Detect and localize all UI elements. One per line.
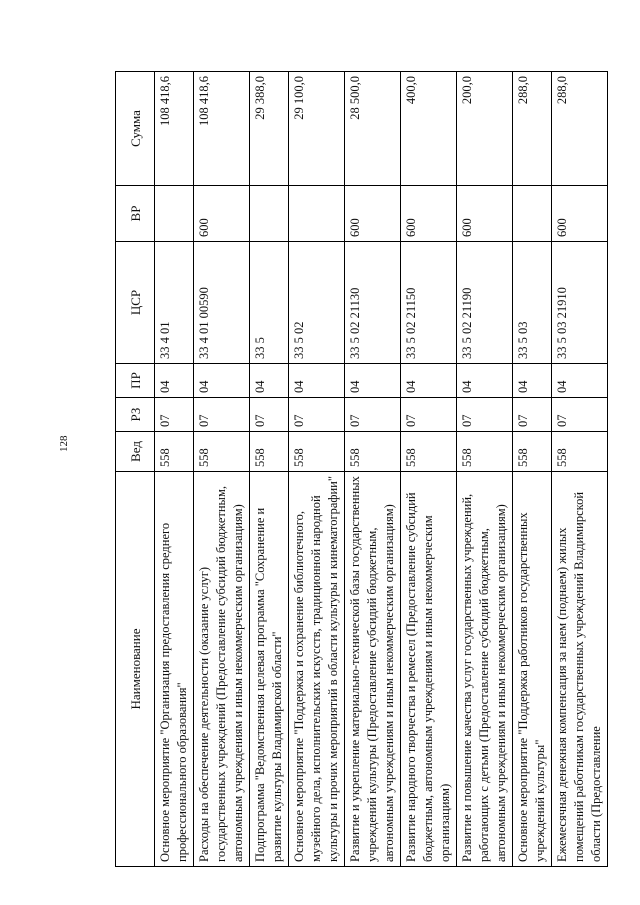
- cell-sum: 28 500,0: [345, 72, 401, 186]
- cell-csr: 33 5: [250, 242, 289, 364]
- cell-csr: 33 5 02 21130: [345, 242, 401, 364]
- cell-rz: 07: [401, 398, 457, 432]
- cell-vr: [289, 186, 345, 242]
- table-row: [289, 72, 345, 867]
- cell-pr: 04: [155, 364, 194, 398]
- page-number: 128: [58, 435, 70, 452]
- cell-pr: 04: [457, 364, 513, 398]
- cell-vr: [513, 186, 552, 242]
- cell-sum: 400,0: [401, 72, 457, 186]
- cell-sum: 108 418,6: [194, 72, 250, 186]
- cell-pr: 04: [194, 364, 250, 398]
- header-ved: Вед: [116, 432, 155, 472]
- cell-csr: 33 4 01: [155, 242, 194, 364]
- cell-name: Основное мероприятие "Поддержка и сохранение библиотечного, музейного дела, исполнительских искусств, традиционной народной культуры и прочих мероприятий в области культуры и кинематографии": [289, 472, 345, 867]
- cell-csr: 33 4 01 00590: [194, 242, 250, 364]
- cell-vr: 600: [552, 186, 608, 242]
- cell-vr: 600: [345, 186, 401, 242]
- table-row: [194, 72, 250, 867]
- cell-sum: 200,0: [457, 72, 513, 186]
- cell-vr: 600: [194, 186, 250, 242]
- cell-name: Основное мероприятие "Организация предоставления среднего профессионального образования": [155, 472, 194, 867]
- cell-pr: 04: [250, 364, 289, 398]
- header-pr: ПР: [116, 364, 155, 398]
- cell-ved: 558: [194, 432, 250, 472]
- cell-name: Ежемесячная денежная компенсация за наем (поднаем) жилых помещений работникам государственных учреждений Владимирской области (Предоставление: [552, 472, 608, 867]
- header-vr: ВР: [116, 186, 155, 242]
- table-row: [250, 72, 289, 867]
- cell-rz: 07: [513, 398, 552, 432]
- cell-csr: 33 5 03: [513, 242, 552, 364]
- cell-pr: 04: [513, 364, 552, 398]
- cell-pr: 04: [345, 364, 401, 398]
- cell-rz: 07: [289, 398, 345, 432]
- cell-ved: 558: [345, 432, 401, 472]
- cell-name: Развитие и укрепление материально-технической базы государственных учреждений культуры (Предоставление субсидий бюджетным, автономным учреждениям и иным некоммерческим организациям): [345, 472, 401, 867]
- cell-name: Расходы на обеспечение деятельности (оказание услуг) государственных учреждений (Предоставление субсидий бюджетным, автономным учреждениям и иным некоммерческим организациям): [194, 472, 250, 867]
- cell-rz: 07: [552, 398, 608, 432]
- cell-vr: 600: [401, 186, 457, 242]
- cell-ved: 558: [552, 432, 608, 472]
- header-name: Наименование: [116, 472, 155, 867]
- rotated-table-container: [115, 72, 603, 867]
- cell-rz: 07: [250, 398, 289, 432]
- cell-sum: 288,0: [552, 72, 608, 186]
- cell-ved: 558: [250, 432, 289, 472]
- cell-sum: 288,0: [513, 72, 552, 186]
- cell-csr: 33 5 02: [289, 242, 345, 364]
- table-row: [345, 72, 401, 867]
- cell-ved: 558: [289, 432, 345, 472]
- cell-name: Развитие народного творчества и ремесел (Предоставление субсидий бюджетным, автономным учреждениям и иным некоммерческим организациям): [401, 472, 457, 867]
- cell-rz: 07: [345, 398, 401, 432]
- cell-pr: 04: [552, 364, 608, 398]
- cell-sum: 29 100,0: [289, 72, 345, 186]
- cell-ved: 558: [401, 432, 457, 472]
- cell-csr: 33 5 02 21190: [457, 242, 513, 364]
- cell-rz: 07: [194, 398, 250, 432]
- cell-name: Подпрограмма "Ведомственная целевая программа "Сохранение и развитие культуры Владимирской области": [250, 472, 289, 867]
- cell-vr: 600: [457, 186, 513, 242]
- header-sum: Сумма: [116, 72, 155, 186]
- cell-name: Развитие и повышение качества услуг государственных учреждений, работающих с детьми (Предоставление субсидий бюджетным, автономным учреждениям и иным некоммерческим организациям): [457, 472, 513, 867]
- table-row: [401, 72, 457, 867]
- header-csr: ЦСР: [116, 242, 155, 364]
- cell-ved: 558: [457, 432, 513, 472]
- cell-name: Основное мероприятие "Поддержка работников государственных учреждений культуры": [513, 472, 552, 867]
- cell-rz: 07: [457, 398, 513, 432]
- cell-ved: 558: [155, 432, 194, 472]
- budget-table: [115, 71, 608, 867]
- table-row: [457, 72, 513, 867]
- cell-ved: 558: [513, 432, 552, 472]
- cell-rz: 07: [155, 398, 194, 432]
- cell-csr: 33 5 03 21910: [552, 242, 608, 364]
- cell-vr: [155, 186, 194, 242]
- cell-sum: 108 418,6: [155, 72, 194, 186]
- cell-csr: 33 5 02 21150: [401, 242, 457, 364]
- cell-pr: 04: [289, 364, 345, 398]
- cell-sum: 29 388,0: [250, 72, 289, 186]
- cell-vr: [250, 186, 289, 242]
- table-row: [155, 72, 194, 867]
- header-row: [116, 72, 155, 867]
- header-rz: РЗ: [116, 398, 155, 432]
- table-row: [513, 72, 552, 867]
- cell-pr: 04: [401, 364, 457, 398]
- table-row: [552, 72, 608, 867]
